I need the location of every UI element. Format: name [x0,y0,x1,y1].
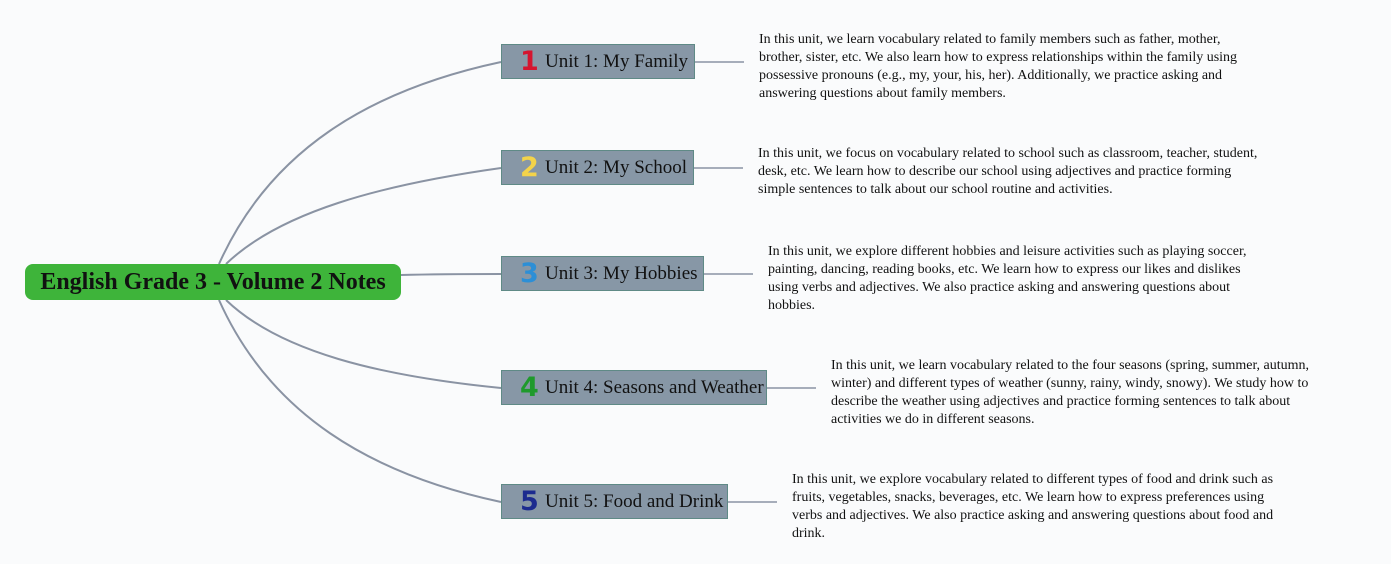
unit-label: Unit 1: My Family [545,50,689,72]
unit-label: Unit 4: Seasons and Weather [545,376,764,398]
branch-connector-unit-2 [226,168,501,264]
unit-description-2: In this unit, we focus on vocabulary related to school such as classroom, teacher, student, desk, etc. We learn how to describe our school using adjectives and practice forming simple sentences to talk about our school routine and activities. [758,146,1258,197]
number-four-icon: 4 [520,372,539,403]
root-topic[interactable] [25,264,401,300]
number-one-icon: 1 [520,46,539,77]
branch-connector-unit-4 [226,300,501,388]
unit-label: Unit 5: Food and Drink [545,490,724,512]
unit-node-2[interactable] [501,150,694,185]
branch-connector-unit-1 [219,62,501,264]
unit-label: Unit 3: My Hobbies [545,262,698,284]
number-five-icon: 5 [520,486,539,517]
number-two-icon: 2 [520,152,539,183]
unit-node-5[interactable] [501,484,728,519]
branch-connector-unit-3 [401,274,501,275]
unit-description-3: In this unit, we explore different hobbies and leisure activities such as playing soccer, painting, dancing, reading books, etc. We learn how to express our likes and dislikes using verbs and adjectives. We also practice asking and answering questions about hobbies. [768,244,1247,313]
root-topic-label: English Grade 3 - Volume 2 Notes [40,268,386,295]
unit-label: Unit 2: My School [545,156,687,178]
unit-description-5: In this unit, we explore vocabulary related to different types of food and drink such as fruits, vegetables, snacks, beverages, etc. We learn how to express preferences using verbs and adjectives. We also practice asking and answering questions about food and drink. [792,472,1274,541]
number-three-icon: 3 [520,258,539,289]
unit-node-3[interactable] [501,256,704,291]
unit-description-1: In this unit, we learn vocabulary related to family members such as father, mother, brother, sister, etc. We also learn how to express relationships within the family using possessive pronouns (e.g., my, your, his, her). Additionally, we practice asking and answering questions about family members. [759,32,1238,101]
unit-description-4: In this unit, we learn vocabulary related to the four seasons (spring, summer, autumn, winter) and different types of weather (sunny, rainy, windy, snowy). We study how to describe the weather using adjectives and practice forming sentences to talk about activities we do in different seasons. [831,358,1310,427]
unit-node-1[interactable] [501,44,695,79]
unit-node-4[interactable] [501,370,767,405]
branch-connector-unit-5 [219,300,501,502]
